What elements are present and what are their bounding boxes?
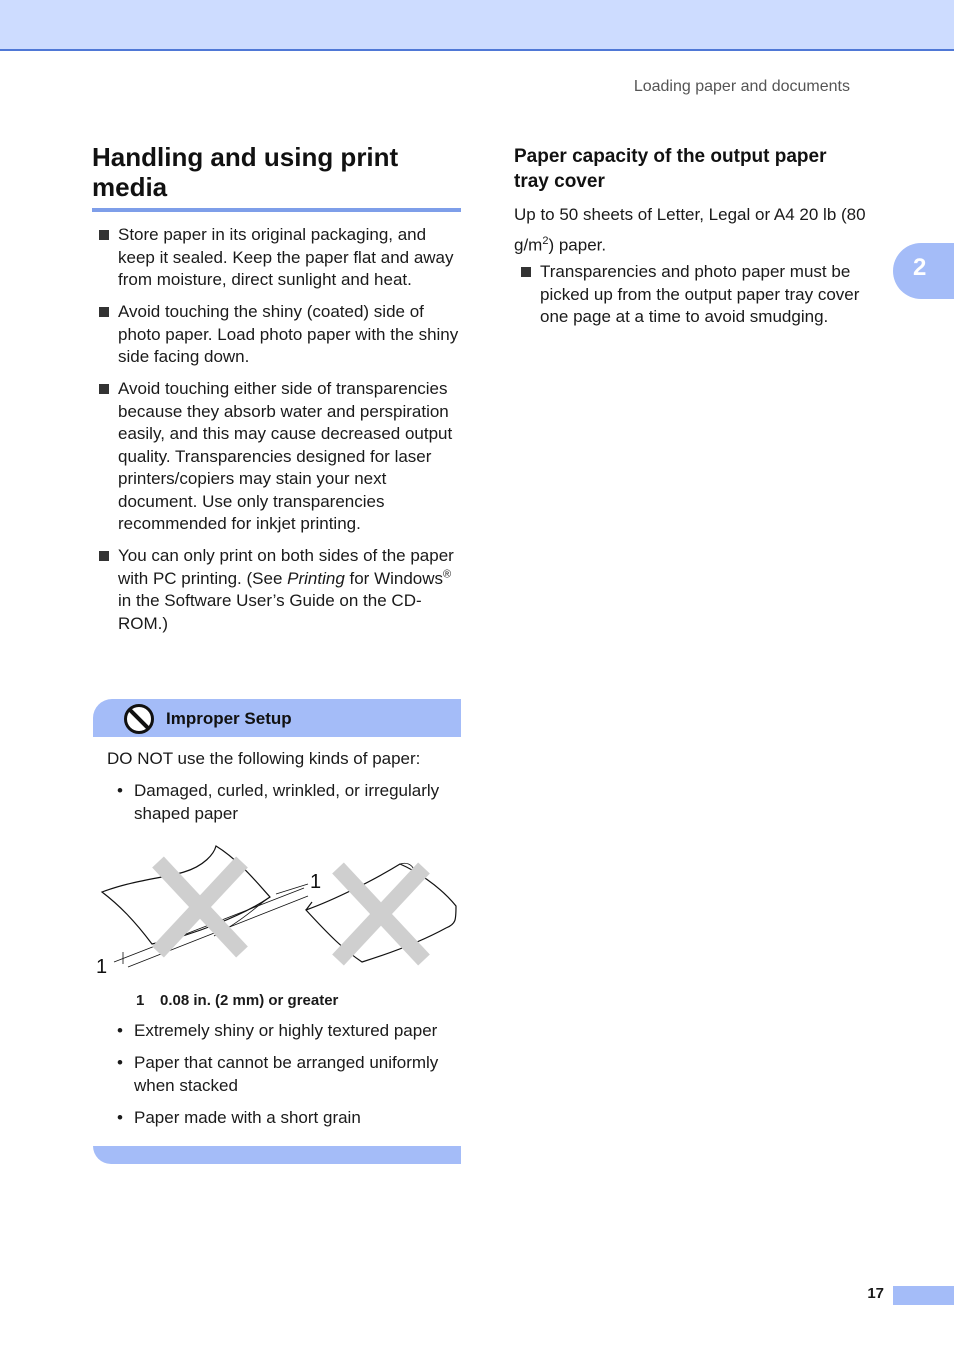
figure-caption bbox=[136, 992, 338, 1009]
chapter-tab bbox=[893, 243, 954, 299]
curled-paper-illustration bbox=[94, 840, 464, 980]
bullet-text: for Windows bbox=[344, 568, 444, 588]
bullet-item: Transparencies and photo paper must be picked up from the output paper tray cover one page at a time to avoid smudging. bbox=[514, 261, 884, 329]
caution-title: Improper Setup bbox=[166, 709, 292, 728]
curled-paper-figure bbox=[94, 840, 464, 980]
callout-label: 1 bbox=[310, 871, 322, 893]
bullet-item: Avoid touching either side of transparencies because they absorb water and perspiration easily, and this may cause decreased output quality. Transparencies designed for laser printers/copiers may stain your next document. Use only transparencies recommended for inkjet printing. bbox=[92, 378, 462, 536]
section-title: Handling and using print media bbox=[92, 142, 399, 202]
page-number-bar bbox=[893, 1286, 954, 1305]
chapter-number: 2 bbox=[913, 254, 927, 281]
paragraph-text: ) paper. bbox=[548, 235, 607, 255]
bullet-text: You can only print on both sides of the paper with PC printing. (See bbox=[118, 546, 454, 588]
caution-body bbox=[107, 748, 462, 835]
paragraph-text: Up to 50 sheets of Letter, Legal or A4 20 lb (80 g/m bbox=[514, 205, 866, 255]
list-item: • Damaged, curled, wrinkled, or irregularly shaped paper bbox=[107, 780, 462, 825]
caution-header bbox=[93, 699, 461, 737]
list-item: • Paper that cannot be arranged uniformly when stacked bbox=[107, 1052, 467, 1097]
running-header: Loading paper and documents bbox=[633, 78, 850, 95]
list-item: • Extremely shiny or highly textured paper bbox=[107, 1020, 467, 1043]
prohibited-icon bbox=[124, 704, 154, 734]
bullet-item: Store paper in its original packaging, and keep it sealed. Keep the paper flat and away from moisture, direct sunlight and heat. bbox=[92, 224, 462, 292]
bullet-item bbox=[92, 545, 462, 635]
capacity-paragraph bbox=[514, 202, 879, 259]
caption-number: 1 bbox=[136, 992, 145, 1009]
bullet-text: in the Software User’s Guide on the CD-ROM.) bbox=[118, 591, 422, 633]
page-number: 17 bbox=[867, 1285, 884, 1302]
registered-mark: ® bbox=[443, 567, 452, 580]
subsection-title: Paper capacity of the output paper tray cover bbox=[514, 146, 827, 192]
caution-list-continued bbox=[107, 1020, 467, 1139]
handling-bullets bbox=[92, 224, 462, 645]
printing-reference: Printing bbox=[287, 568, 345, 588]
list-item: • Paper made with a short grain bbox=[107, 1107, 467, 1130]
header-band bbox=[0, 0, 954, 51]
section-title-rule bbox=[92, 208, 461, 212]
caution-intro: DO NOT use the following kinds of paper: bbox=[107, 749, 421, 768]
superscript: 2 bbox=[542, 235, 549, 247]
bullet-item: Avoid touching the shiny (coated) side of photo paper. Load photo paper with the shiny side facing down. bbox=[92, 301, 462, 369]
capacity-bullets bbox=[514, 261, 884, 338]
callout-label: 1 bbox=[96, 956, 108, 978]
caption-text: 0.08 in. (2 mm) or greater bbox=[160, 992, 339, 1009]
caution-footer bbox=[93, 1146, 461, 1164]
